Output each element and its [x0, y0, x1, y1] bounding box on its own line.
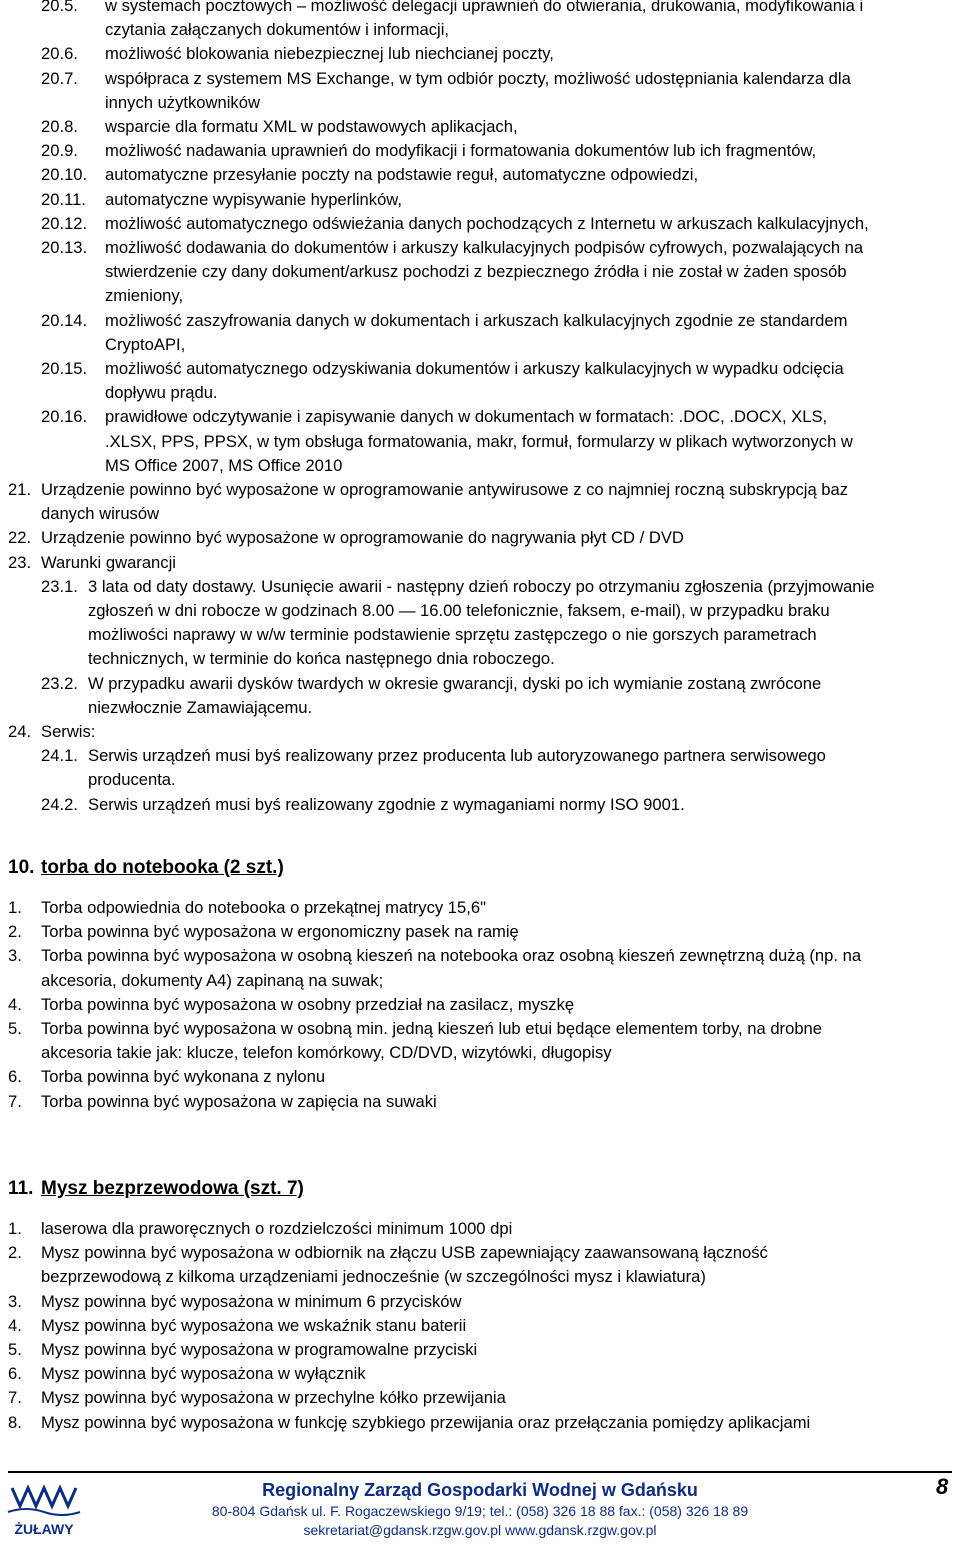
item-number: 7.	[8, 1388, 22, 1408]
section-title: Mysz bezprzewodowa (szt. 7)	[41, 1178, 304, 1199]
item-text-line: Mysz powinna być wyposażona w odbiornik na złączu USB zapewniający zaawansowaną łączność	[41, 1243, 768, 1263]
footer-contact: sekretariat@gdansk.rzgw.gov.pl www.gdansk.rzgw.gov.pl	[303, 1522, 657, 1538]
item-number: 2.	[8, 1243, 22, 1263]
item-number: 20.10.	[41, 165, 88, 185]
item-text-line: innych użytkowników	[105, 92, 260, 112]
item-text-line: Urządzenie powinno być wyposażone w oprogramowanie antywirusowe z co najmniej roczną subskrypcją baz	[41, 480, 849, 499]
item-number: 7.	[8, 1091, 22, 1111]
item-text-line: Torba powinna być wyposażona w zapięcia na suwaki	[41, 1091, 437, 1111]
footer-address: 80-804 Gdańsk ul. F. Rogaczewskiego 9/19; tel.: (058) 326 18 88 fax.: (058) 326 18 89	[211, 1503, 749, 1519]
item-text-line: możliwość dodawania do dokumentów i arkuszy kalkulacyjnych podpisów cyfrowych, pozwalających na	[105, 238, 864, 257]
item-number: 20.15.	[41, 359, 88, 378]
item-text-line: wsparcie dla formatu XML w podstawowych aplikacjach,	[105, 117, 518, 136]
item-text-line: MS Office 2007, MS Office 2010	[105, 455, 343, 475]
item-text-line: Serwis urządzeń musi byś realizowany zgodnie z wymaganiami normy ISO 9001.	[88, 794, 685, 814]
item-number: 24.1.	[41, 746, 78, 766]
item-text-line: automatyczne wypisywanie hyperlinków,	[105, 189, 402, 209]
item-number: 23.	[8, 552, 32, 572]
item-text-line: Mysz powinna być wyposażona w funkcję szybkiego przewijania oraz przełączania pomiędzy aplikacjami	[41, 1412, 811, 1432]
item-number: 23.2.	[41, 673, 78, 693]
item-text-line: Torba powinna być wyposażona w osobny przedział na zasilacz, myszkę	[41, 994, 575, 1014]
item-number: 20.13.	[41, 238, 88, 257]
item-text-line: 3 lata od daty dostawy. Usunięcie awarii - następny dzień roboczy po otrzymaniu zgłoszenia (przyjmowanie	[88, 576, 875, 596]
item-number: 24.2.	[41, 794, 78, 814]
item-text-line: automatyczne przesyłanie poczty na podstawie reguł, automatyczne odpowiedzi,	[105, 165, 699, 185]
item-text-line: możliwość automatycznego odzyskiwania dokumentów i arkuszy kalkulacyjnych w wypadku odcięcia	[105, 359, 844, 378]
item-text-line: akcesoria, dokumenty A4) zapinaną na suwak;	[41, 970, 384, 990]
item-number: 20.6.	[41, 44, 78, 64]
item-number: 6.	[8, 1364, 22, 1384]
section-title: torba do notebooka (2 szt.)	[41, 857, 284, 878]
item-number: 5.	[8, 1340, 22, 1359]
section-heading	[8, 1177, 304, 1201]
item-text-line: możliwość automatycznego odświeżania danych pochodzących z Internetu w arkuszach kalkulacyjnych,	[105, 213, 869, 233]
item-text-line: stwierdzenie czy dany dokument/arkusz pochodzi z bezpiecznego źródła i nie został w żaden sposób	[105, 262, 847, 282]
item-number: 2.	[8, 922, 22, 942]
item-text-line: w systemach pocztowych – możliwość delegacji uprawnień do otwierania, drukowania, modyfikowania i	[105, 0, 864, 15]
item-number: 4.	[8, 994, 22, 1014]
item-text-line: zmieniony,	[105, 286, 184, 306]
section-number: 10.	[8, 857, 35, 878]
item-text-line: danych wirusów	[41, 504, 160, 524]
item-number: 20.11.	[41, 189, 86, 209]
item-number: 21.	[8, 480, 32, 499]
item-number: 1.	[8, 898, 22, 917]
section-number: 11.	[8, 1178, 34, 1199]
item-text-line: czytania załączanych dokumentów i informacji,	[105, 20, 450, 40]
item-text-line: CryptoAPI,	[105, 334, 186, 354]
item-text-line: bezprzewodową z kilkoma urządzeniami jednocześnie (w szczególności mysz i klawiatura)	[41, 1267, 706, 1287]
item-text-line: współpraca z systemem MS Exchange, w tym odbiór poczty, możliwość udostępniania kalendarza dla	[105, 68, 851, 88]
item-text-line: Serwis:	[41, 722, 96, 741]
item-text-line: laserowa dla praworęcznych o rozdzielczości minimum 1000 dpi	[41, 1219, 513, 1238]
item-text-line: Torba powinna być wyposażona w osobną min. jedną kieszeń lub etui będące elementem torby, na drobne	[41, 1019, 822, 1038]
footer-divider	[8, 1471, 952, 1473]
item-text-line: Mysz powinna być wyposażona we wskaźnik stanu baterii	[41, 1315, 467, 1335]
item-text-line: dopływu prądu.	[105, 383, 218, 403]
item-number: 20.9.	[41, 141, 78, 161]
item-text-line: zgłoszeń w dni robocze w godzinach 8.00 — 16.00 telefonicznie, faksem, e-mail), w przypadku braku	[88, 600, 830, 620]
item-text-line: niezwłocznie Zamawiającemu.	[88, 697, 313, 717]
item-text-line: Urządzenie powinno być wyposażone w oprogramowanie do nagrywania płyt CD / DVD	[41, 528, 684, 548]
footer-org-name: Regionalny Zarząd Gospodarki Wodnej w Gdańsku	[262, 1480, 698, 1500]
item-text-line: możliwość blokowania niebezpiecznej lub niechcianej poczty,	[105, 44, 554, 64]
item-text-line: .XLSX, PPS, PPSX, w tym obsługa formatowania, makr, formuł, formularzy w plikach wytworzonych w	[105, 431, 853, 451]
item-number: 20.5.	[41, 0, 78, 15]
item-number: 20.7.	[41, 68, 78, 88]
item-text-line: Torba powinna być wyposażona w ergonomiczny pasek na ramię	[41, 922, 519, 942]
item-text-line: akcesoria takie jak: klucze, telefon komórkowy, CD/DVD, wizytówki, długopisy	[41, 1043, 612, 1063]
zulawy-logo	[6, 1480, 82, 1540]
item-text-line: Serwis urządzeń musi byś realizowany przez producenta lub autoryzowanego partnera serwisowego	[88, 746, 826, 766]
item-number: 20.12.	[41, 213, 88, 233]
item-number: 3.	[8, 946, 22, 966]
section-heading	[8, 856, 284, 880]
item-number: 5.	[8, 1019, 22, 1038]
item-number: 3.	[8, 1291, 22, 1311]
item-text-line: Warunki gwarancji	[41, 552, 176, 572]
item-text-line: producenta.	[88, 770, 176, 790]
item-number: 22.	[8, 528, 32, 548]
item-text-line: możliwość nadawania uprawnień do modyfikacji i formatowania dokumentów lub ich fragmentów,	[105, 141, 817, 161]
item-text-line: Mysz powinna być wyposażona w programowalne przyciski	[41, 1340, 478, 1359]
item-text-line: możliwości naprawy w w/w terminie podstawienie sprzętu zastępczego o nie gorszych parametrach	[88, 625, 817, 645]
item-number: 1.	[8, 1219, 22, 1238]
item-text-line: Torba powinna być wyposażona w osobną kieszeń na notebooka oraz osobną kieszeń zewnętrzną dużą (np. na	[41, 946, 862, 966]
item-number: 20.8.	[41, 117, 78, 136]
item-text-line: prawidłowe odczytywanie i zapisywanie danych w dokumentach w formatach: .DOC, .DOCX, XLS,	[105, 407, 828, 427]
item-text-line: technicznych, w terminie do końca następnego dnia roboczego.	[88, 649, 555, 669]
item-number: 20.14.	[41, 310, 88, 330]
item-text-line: Torba powinna być wykonana z nylonu	[41, 1067, 326, 1087]
item-text-line: Mysz powinna być wyposażona w przechylne kółko przewijania	[41, 1388, 506, 1408]
item-text-line: Torba odpowiednia do notebooka o przekątnej matrycy 15,6"	[41, 898, 486, 917]
item-number: 4.	[8, 1315, 22, 1335]
logo-text: ŻUŁAWY	[14, 1521, 74, 1537]
page-number: 8	[936, 1474, 949, 1499]
item-text-line: W przypadku awarii dysków twardych w okresie gwarancji, dyski po ich wymianie zostaną zwrócone	[88, 673, 822, 693]
item-text-line: Mysz powinna być wyposażona w minimum 6 przycisków	[41, 1291, 462, 1311]
item-number: 23.1.	[41, 576, 78, 596]
item-number: 24.	[8, 722, 32, 741]
item-text-line: Mysz powinna być wyposażona w wyłącznik	[41, 1364, 366, 1384]
item-text-line: możliwość zaszyfrowania danych w dokumentach i arkuszach kalkulacyjnych zgodnie ze standardem	[105, 310, 848, 330]
item-number: 6.	[8, 1067, 22, 1087]
item-number: 8.	[8, 1412, 22, 1432]
item-number: 20.16.	[41, 407, 88, 427]
